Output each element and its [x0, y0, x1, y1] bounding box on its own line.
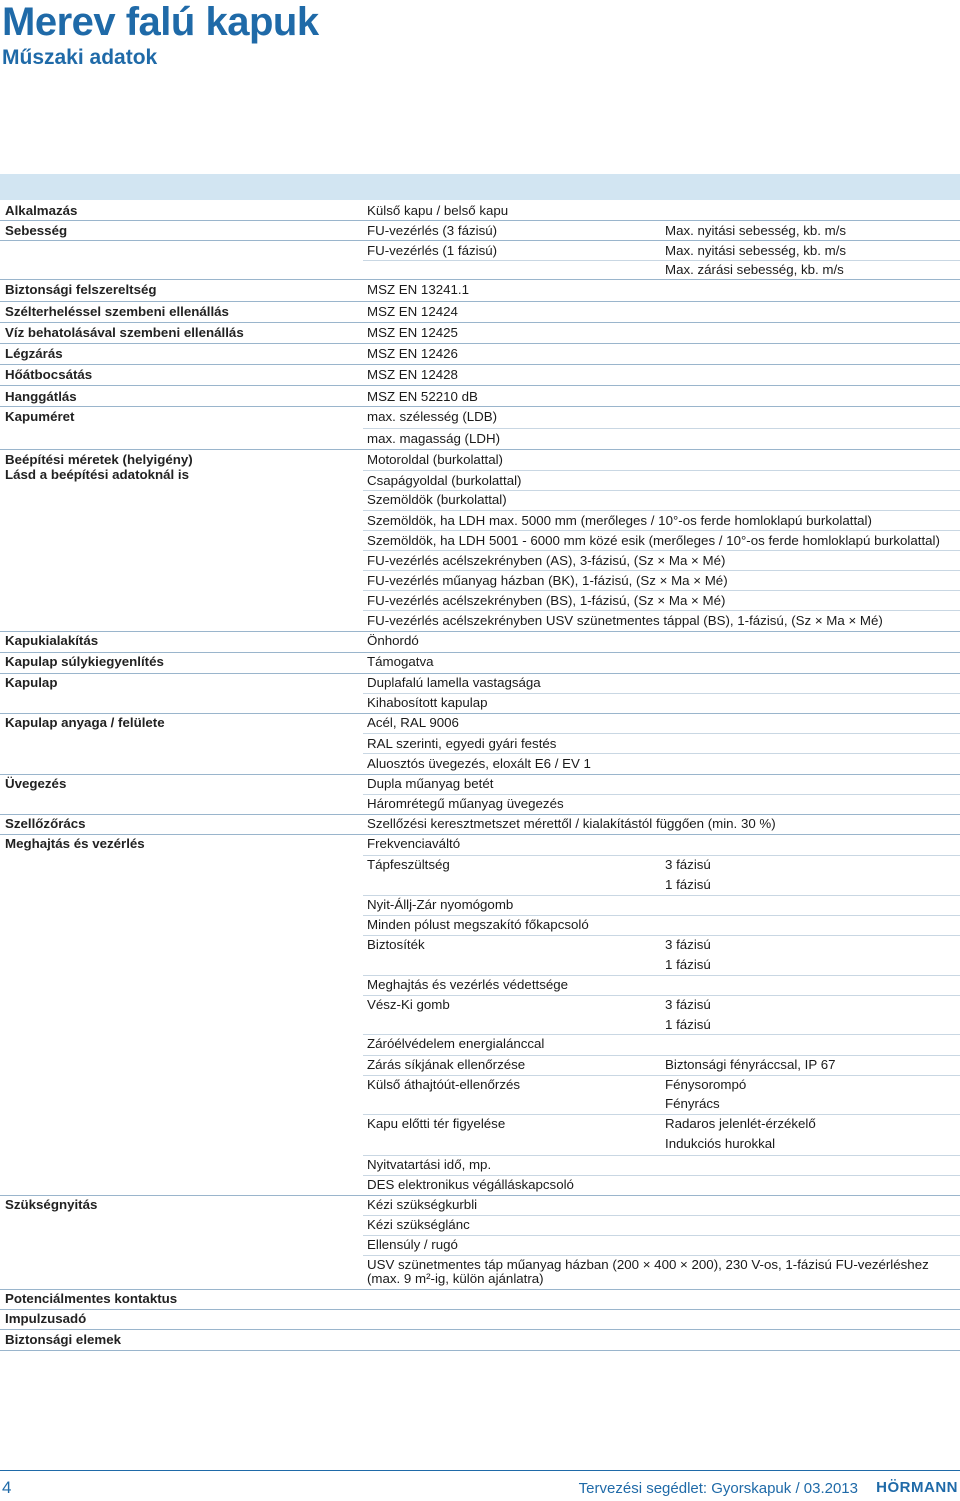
subrow-separator [363, 733, 960, 734]
spec-value: max. magasság (LDH) [367, 431, 501, 446]
spec-value: Nyit-Állj-Zár nyomógomb [367, 897, 514, 912]
spec-label: Kapulap súlykiegyenlítés [5, 654, 164, 669]
spec-label: Szükségnyitás [5, 1197, 98, 1212]
subrow-separator [363, 995, 960, 996]
spec-label: Kapulap anyaga / felülete [5, 715, 165, 730]
spec-detail: 3 fázisú [665, 937, 711, 952]
subrow-separator [363, 610, 960, 611]
spec-detail: Indukciós hurokkal [665, 1136, 776, 1151]
row-separator [0, 220, 960, 221]
spec-value: Meghajtás és vezérlés védettsége [367, 977, 569, 992]
spec-label: Víz behatolásával szembeni ellenállás [5, 325, 244, 340]
spec-value: Kapu előtti tér figyelése [367, 1116, 506, 1131]
subrow-separator [363, 1175, 960, 1176]
spec-value: Dupla műanyag betét [367, 776, 494, 791]
subrow-separator [363, 915, 960, 916]
subrow-separator [363, 1155, 960, 1156]
subrow-separator [363, 1075, 960, 1076]
spec-detail: Max. zárási sebesség, kb. m/s [665, 262, 844, 277]
subrow-separator [363, 428, 960, 429]
spec-detail: 3 fázisú [665, 857, 711, 872]
spec-value: Záróélvédelem energialánccal [367, 1036, 545, 1051]
spec-value: Aluosztós üvegezés, eloxált E6 / EV 1 [367, 756, 591, 771]
row-separator [0, 449, 960, 450]
spec-label: Kapukialakítás [5, 633, 99, 648]
row-separator [0, 814, 960, 815]
row-separator [0, 834, 960, 835]
subrow-separator [363, 975, 960, 976]
spec-value: Kézi szükséglánc [367, 1217, 470, 1232]
spec-label: Biztonsági elemek [5, 1332, 122, 1347]
spec-value: FU-vezérlés acélszekrényben USV szünetmentes táppal (BS), 1-fázisú, (Sz × Ma × Mé) [367, 613, 883, 628]
subrow-separator [363, 1255, 960, 1256]
row-separator [0, 713, 960, 714]
spec-detail: Fénysorompó [665, 1077, 747, 1092]
spec-label: Alkalmazás [5, 203, 78, 218]
row-separator [0, 1309, 960, 1310]
row-separator [0, 1350, 960, 1351]
spec-value: Háromrétegű műanyag üvegezés [367, 796, 564, 811]
row-separator [0, 1289, 960, 1290]
subrow-separator [363, 895, 960, 896]
spec-value: Ellensúly / rugó [367, 1237, 458, 1252]
spec-value: FU-vezérlés (3 fázisú) [367, 223, 498, 238]
spec-value: Zárás síkjának ellenőrzése [367, 1057, 526, 1072]
row-separator [0, 1195, 960, 1196]
spec-value: Csapágyoldal (burkolattal) [367, 473, 522, 488]
subrow-separator [363, 260, 960, 261]
subrow-separator [363, 693, 960, 694]
spec-label: Sebesség [5, 223, 68, 238]
row-separator [0, 279, 960, 280]
footer-divider [0, 1470, 960, 1471]
spec-value: MSZ EN 12428 [367, 367, 458, 382]
page-number: 4 [2, 1478, 12, 1497]
spec-value: Biztosíték [367, 937, 425, 952]
spec-value: Szellőzési keresztmetszet mérettől / kialakítástól függően (min. 30 %) [367, 816, 776, 831]
spec-value: Motoroldal (burkolattal) [367, 452, 503, 467]
footer-text: Tervezési segédlet: Gyorskapuk / 03.2013 [578, 1480, 858, 1497]
spec-label: Beépítési méretek (helyigény) [5, 452, 193, 467]
row-separator [0, 406, 960, 407]
spec-label: Impulzusadó [5, 1311, 87, 1326]
spec-value: Duplafalú lamella vastagsága [367, 675, 541, 690]
spec-value: Külső áthajtóút-ellenőrzés [367, 1077, 521, 1092]
spec-value: FU-vezérlés (1 fázisú) [367, 243, 498, 258]
spec-detail: 1 fázisú [665, 957, 711, 972]
spec-value: MSZ EN 13241.1 [367, 282, 469, 297]
spec-label: Üvegezés [5, 776, 67, 791]
spec-value: Tápfeszültség [367, 857, 450, 872]
spec-value: Szemöldök, ha LDH 5001 - 6000 mm közé esik (merőleges / 10°-os ferde homloklapú burkolattal) [367, 533, 940, 548]
row-separator [0, 774, 960, 775]
row-separator [0, 301, 960, 302]
spec-detail: 1 fázisú [665, 1017, 711, 1032]
subrow-separator [363, 1215, 960, 1216]
row-separator [0, 1329, 960, 1330]
spec-label: Szellőzőrács [5, 816, 86, 831]
spec-detail: Fényrács [665, 1096, 720, 1111]
spec-label: Kapulap [5, 675, 58, 690]
subrow-separator [363, 510, 960, 511]
spec-value: Nyitvatartási idő, mp. [367, 1157, 492, 1172]
spec-label: Meghajtás és vezérlés [5, 836, 145, 851]
row-separator [0, 652, 960, 653]
spec-value: Acél, RAL 9006 [367, 715, 459, 730]
spec-value: DES elektronikus végálláskapcsoló [367, 1177, 574, 1192]
spec-detail: Biztonsági fényráccsal, IP 67 [665, 1057, 836, 1072]
spec-label: Lásd a beépítési adatoknál is [5, 467, 190, 482]
spec-label: Hőátbocsátás [5, 367, 93, 382]
spec-label: Potenciálmentes kontaktus [5, 1291, 178, 1306]
subrow-separator [363, 753, 960, 754]
brand-logo: HÖRMANN [876, 1479, 958, 1496]
spec-label: Biztonsági felszereltség [5, 282, 157, 297]
row-separator [0, 343, 960, 344]
subrow-separator [363, 570, 960, 571]
subrow-separator [363, 1034, 960, 1035]
page-title: Merev falú kapuk [2, 0, 319, 44]
spec-value: RAL szerinti, egyedi gyári festés [367, 736, 557, 751]
spec-value: max. szélesség (LDB) [367, 409, 498, 424]
spec-detail: Radaros jelenlét-érzékelő [665, 1116, 816, 1131]
subrow-separator [363, 1114, 960, 1115]
spec-value: Támogatva [367, 654, 434, 669]
spec-value: Kézi szükségkurbli [367, 1197, 478, 1212]
row-separator [0, 631, 960, 632]
spec-value: FU-vezérlés acélszekrényben (AS), 3-fázisú, (Sz × Ma × Mé) [367, 553, 726, 568]
spec-value: Frekvenciaváltó [367, 836, 461, 851]
spec-value: Vész-Ki gomb [367, 997, 450, 1012]
spec-value: MSZ EN 12426 [367, 346, 458, 361]
subrow-separator [363, 550, 960, 551]
subrow-separator [363, 590, 960, 591]
spec-label: Hanggátlás [5, 389, 77, 404]
spec-label: Légzárás [5, 346, 63, 361]
spec-value: FU-vezérlés acélszekrényben (BS), 1-fázisú, (Sz × Ma × Mé) [367, 593, 726, 608]
row-separator [0, 240, 960, 241]
spec-value: Szemöldök, ha LDH max. 5000 mm (merőleges / 10°-os ferde homloklapú burkolattal) [367, 513, 872, 528]
row-separator [0, 673, 960, 674]
page-subtitle: Műszaki adatok [2, 46, 158, 69]
row-separator [0, 385, 960, 386]
row-separator [0, 322, 960, 323]
subrow-separator [363, 935, 960, 936]
spec-value: USV szünetmentes táp műanyag házban (200 × 400 × 200), 230 V-os, 1-fázisú FU-vezérléshez [367, 1257, 929, 1272]
subrow-separator [363, 794, 960, 795]
spec-value: Külső kapu / belső kapu [367, 203, 509, 218]
spec-value: Minden pólust megszakító főkapcsoló [367, 917, 589, 932]
spec-value: Kihabosított kapulap [367, 695, 488, 710]
spec-label: Szélterheléssel szembeni ellenállás [5, 304, 229, 319]
subrow-separator [363, 855, 960, 856]
spec-value: MSZ EN 52210 dB [367, 389, 478, 404]
subrow-separator [363, 1235, 960, 1236]
spec-detail: 3 fázisú [665, 997, 711, 1012]
spec-detail: 1 fázisú [665, 877, 711, 892]
row-separator [0, 364, 960, 365]
subrow-separator [363, 470, 960, 471]
table-header-band [0, 174, 960, 200]
subrow-separator [363, 490, 960, 491]
spec-value: Önhordó [367, 633, 419, 648]
spec-detail: Max. nyitási sebesség, kb. m/s [665, 243, 847, 258]
subrow-separator [363, 1055, 960, 1056]
spec-value: MSZ EN 12424 [367, 304, 458, 319]
spec-value: FU-vezérlés műanyag házban (BK), 1-fázisú, (Sz × Ma × Mé) [367, 573, 728, 588]
spec-value: Szemöldök (burkolattal) [367, 492, 507, 507]
spec-detail: Max. nyitási sebesség, kb. m/s [665, 223, 847, 238]
spec-value: MSZ EN 12425 [367, 325, 458, 340]
subrow-separator [363, 530, 960, 531]
spec-value: (max. 9 m²-ig, külön ajánlatra) [367, 1271, 544, 1286]
spec-label: Kapuméret [5, 409, 75, 424]
